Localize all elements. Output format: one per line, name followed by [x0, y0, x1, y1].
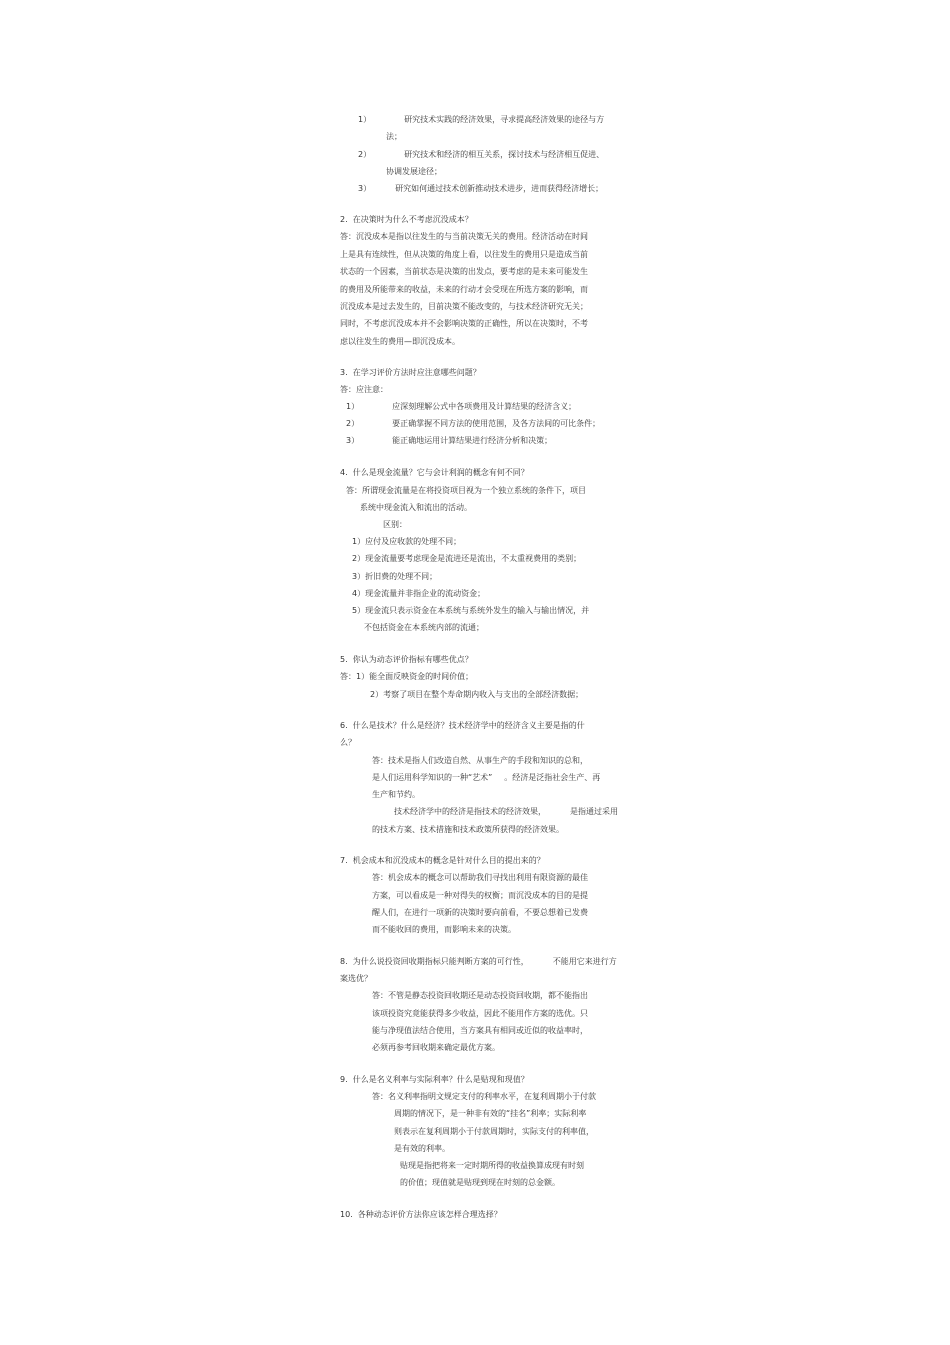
- q4-list-item: 2）现金流量要考虑现金是流进还是流出，不太重视费用的类别；: [352, 554, 582, 563]
- list-text: 应深刻理解公式中各项费用及计算结果的经济含义；: [392, 402, 577, 411]
- q6-answer-4: [394, 807, 618, 817]
- sec1-item2-cont: 协调发展途径；: [386, 167, 442, 176]
- q4-list-item: 1）应付及应收款的处理不同；: [352, 537, 462, 546]
- list-number: 2）: [358, 150, 372, 159]
- question-8-cont: 案选优？: [340, 974, 372, 983]
- sec1-item1: [358, 115, 604, 125]
- question-4: 4. 什么是现金流量？它与会计利润的概念有何不同？: [340, 468, 529, 477]
- list-text: 研究技术和经济的相互关系，探讨技术与经济相互促进、: [404, 150, 605, 159]
- question-3: 3. 在学习评价方法时应注意哪些问题？: [340, 368, 481, 377]
- q3-item3: [346, 436, 552, 446]
- sec1-item2: [358, 150, 604, 160]
- question-7: 7. 机会成本和沉没成本的概念是针对什么目的提出来的？: [340, 856, 545, 865]
- q5-answer-1: 答：1）能全面反映资金的时间价值；: [340, 672, 474, 681]
- text-fragment: 不能用它来进行方: [552, 957, 617, 966]
- list-text: 能正确地运用计算结果进行经济分析和决策；: [392, 436, 553, 445]
- q6-answer-5: 的技术方案、技术措施和技术政策所获得的经济效果。: [372, 825, 564, 834]
- q6-answer-2: [372, 773, 600, 783]
- q4-answer-2: 系统中现金流入和流出的活动。: [360, 503, 472, 512]
- q9-answer-4: 是有效的利率。: [394, 1144, 450, 1153]
- q3-answer: 答：应注意：: [340, 385, 388, 394]
- list-text: 要正确掌握不同方法的使用范围，及各方法间的可比条件；: [392, 419, 601, 428]
- text-fragment: 技术经济学中的经济是指技术的经济效果，: [394, 807, 546, 816]
- q2-line: 同时，不考虑沉没成本并不会影响决策的正确性，所以在决策时，不考: [340, 319, 588, 328]
- list-text: 研究如何通过技术创新推动技术进步，进而获得经济增长；: [395, 184, 604, 193]
- q8-line: 答：不管是静态投资回收期还是动态投资回收期，都不能指出: [372, 991, 588, 1000]
- q2-line: 沉没成本是过去发生的，目前决策不能改变的，与技术经济研究无关；: [340, 302, 588, 311]
- q4-list-item: 3）折旧费的处理不同；: [352, 572, 438, 581]
- q2-line: 虑以往发生的费用—即沉没成本。: [340, 337, 460, 346]
- q9-answer-5: 贴现是指把将来一定时期所得的收益换算成现有时刻: [400, 1161, 584, 1170]
- q6-answer-3: 生产和节约。: [372, 790, 420, 799]
- question-6: 6. 什么是技术？什么是经济？技术经济学中的经济含义主要是指的什: [340, 721, 585, 730]
- q4-list-item: 5）现金流只表示资金在本系统与系统外发生的输入与输出情况，并: [352, 606, 590, 615]
- list-number: 3）: [346, 436, 360, 445]
- q9-answer-6: 的价值；现值就是贴现到现在时刻的总金额。: [400, 1178, 560, 1187]
- q4-answer-1: 答：所谓现金流量是在将投资项目视为一个独立系统的条件下，项目: [346, 486, 586, 495]
- q8-line: 能与净现值法结合使用，当方案具有相同或近似的收益率时，: [372, 1026, 588, 1035]
- list-text: 研究技术实践的经济效果，寻求提高经济效果的途径与方: [404, 115, 605, 124]
- question-8: [340, 957, 617, 967]
- list-number: 1）: [358, 115, 372, 124]
- text-fragment: 8. 为什么说投资回收期指标只能判断方案的可行性，: [340, 957, 529, 966]
- q8-line: 必须再参考回收期来确定最优方案。: [372, 1043, 500, 1052]
- text-fragment: 是人们运用科学知识的一种“艺术”: [372, 773, 493, 782]
- q9-answer-2: 周期的情况下，是一种非有效的“挂名”利率；实际利率: [394, 1109, 587, 1118]
- q4-diff-label: 区别：: [383, 520, 407, 529]
- q6-answer-1: 答：技术是指人们改造自然、从事生产的手段和知识的总和，: [372, 756, 588, 765]
- q9-answer-1: 答：名义利率指明文规定支付的利率水平，在复利周期小于付款: [372, 1092, 596, 1101]
- q3-item2: [346, 419, 600, 429]
- question-5: 5. 你认为动态评价指标有哪些优点？: [340, 655, 473, 664]
- sec1-item3: [358, 184, 603, 194]
- q7-line: 而不能收回的费用，而影响未来的决策。: [372, 925, 516, 934]
- question-2: 2. 在决策时为什么不考虑沉没成本？: [340, 215, 473, 224]
- list-number: 2）: [346, 419, 360, 428]
- q9-answer-3: 则表示在复利周期小于付款周期时，实际支付的利率值，: [394, 1127, 594, 1136]
- question-6-cont: 么？: [340, 738, 356, 747]
- q4-list-item-cont: 不包括资金在本系统内部的流通；: [364, 623, 484, 632]
- list-number: 1）: [346, 402, 360, 411]
- q2-line: 状态的一个因素，当前状态是决策的出发点，要考虑的是未来可能发生: [340, 267, 588, 276]
- sec1-item1-cont: 法；: [386, 132, 402, 141]
- q2-line: 上是具有连续性，但从决策的角度上看，以往发生的费用只是造成当前: [340, 250, 588, 259]
- q7-line: 方案，可以看成是一种对得失的权衡；而沉没成本的目的是提: [372, 891, 588, 900]
- q5-answer-2: 2）考察了项目在整个寿命期内收入与支出的全部经济数据；: [370, 690, 584, 699]
- question-10: 10. 各种动态评价方法你应该怎样合理选择？: [340, 1210, 502, 1219]
- q8-line: 该项投资究竟能获得多少收益，因此不能用作方案的选优。只: [372, 1009, 588, 1018]
- q2-line: 答：沉没成本是指以往发生的与当前决策无关的费用。经济活动在时间: [340, 232, 588, 241]
- question-9: 9. 什么是名义利率与实际利率？什么是贴现和现值？: [340, 1075, 529, 1084]
- q7-line: 答：机会成本的概念可以帮助我们寻找出利用有限资源的最佳: [372, 873, 588, 882]
- q7-line: 醒人们，在进行一项新的决策时要向前看，不要总想着已发费: [372, 908, 588, 917]
- list-number: 3）: [358, 184, 372, 193]
- text-fragment: 是指通过采用: [570, 807, 618, 816]
- q4-list-item: 4）现金流量并非指企业的流动资金；: [352, 589, 486, 598]
- q3-item1: [346, 402, 576, 412]
- q2-line: 的费用及所能带来的收益，未来的行动才会受现在所选方案的影响，而: [340, 285, 588, 294]
- text-fragment: 。经济是泛指社会生产、再: [504, 773, 601, 782]
